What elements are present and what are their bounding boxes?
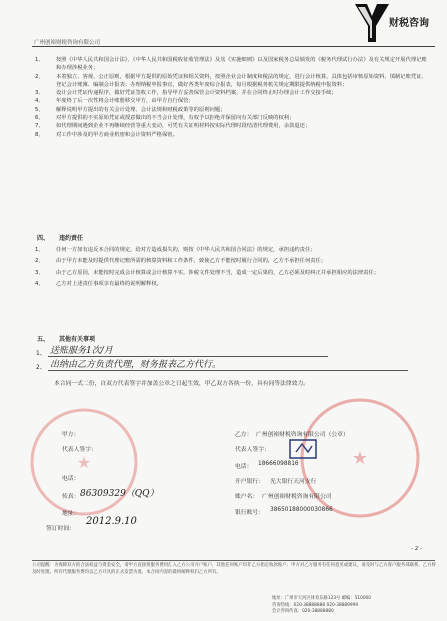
other-item-2-number: 2、	[36, 365, 46, 371]
party-b-account-name-value: 广州创裕财税咨询有限公司	[262, 494, 332, 500]
effectiveness-note: 本合同一式二份，自双方代表签字并加盖公章之日起生效，甲乙双方各执一份，具有同等法律效力。	[54, 381, 310, 387]
party-a-fax-label: 传真：	[62, 494, 80, 500]
liability-item: 2、 由于甲方未能及时提供代理记账所需的核算资料和工作条件，致使乙方不能按时履行合同的，乙方不承担任何责任；	[35, 258, 327, 265]
logo-brand-text: 财税咨询	[389, 18, 429, 29]
party-b-bank-value: 光大银行天河支行	[270, 479, 317, 485]
clause-item: 6、 对甲方提供的不实原始凭证或授意做出的不当会计处理，有权予以拒绝并保留向有关部门反映的权利；	[35, 115, 295, 122]
footer-address: 地址：广州市天河区体育东路123号 邮编：510000	[272, 596, 372, 601]
other-item-1-handwriting: 送账服务1次/月	[50, 346, 113, 356]
clause-item: 4、 年度终了后一次性将会计账册移交甲方，由甲方自行保管；	[35, 98, 194, 105]
party-a-seal-stamp	[26, 404, 142, 520]
footer-divider	[32, 560, 435, 561]
party-b-account-no-label: 银行账号：	[235, 510, 264, 516]
party-b-rep-label: 代表人签字：	[235, 447, 270, 453]
footer-contact	[272, 596, 371, 616]
page-number: - 2 -	[411, 546, 422, 552]
party-b-name: 广州创裕财税咨询有限公司（公章）	[256, 432, 349, 438]
party-a-label: 甲方：	[62, 432, 80, 438]
liability-item: 1、 任何一方如有违反本合同的规定，给对方造成损失的，则按《中华人民共和国合同法》的规定，承担违约责任；	[35, 247, 316, 253]
party-a-date-handwriting: 2012.9.10	[86, 516, 137, 527]
party-a-date-label: 签订时间：	[46, 526, 75, 532]
section-4-heading: 四、 违约责任	[37, 235, 84, 242]
obligations-list	[28, 56, 428, 139]
party-b-label: 乙方：	[235, 432, 253, 438]
section-5-heading: 五、 其他有关事项	[37, 336, 96, 343]
header-divider	[32, 46, 435, 47]
clause-item: 2、 本着独立、客观、公正原则，根据甲方提供的原始凭证和相关资料，按照企业会计制度和税法的规定，进行会计核算，具体包括审核原始资料、填制记账凭证、登记会计账簿、编制会计报表；办理纳税申报事宜，做好各类年度综合报表，每月根据税务机关规定期限提供纳税申报资料；	[35, 73, 427, 88]
party-a-fax-handwriting: 86309329（QQ）	[80, 489, 159, 499]
clause-item: 7、 如代理期间遇到企业不再继续经营等重大变动，可凭有关证明材料按实际代理时段结清代理费用，余款退还；	[35, 123, 311, 130]
party-b-phone-value: 18666098816	[258, 461, 299, 467]
footer-hotline: 咨询热线：020-38888888 020-38889999	[272, 602, 359, 608]
other-item-1-number: 1、	[36, 351, 46, 357]
footer-fax: 会计咨询传真：020-38888880	[272, 609, 334, 614]
svg-text:★: ★	[76, 453, 92, 472]
footer-notice: 公司提醒：为保障双方的合法权益与资金安全，请甲方直接将服务费用汇入乙方公司开户账户，其他任何账户均非乙方指定收款账户；甲方对乙方服务有任何意见或建议，请及时与乙方客户服务部联系，乙方将及时处理。所有代理服务费均以乙方开具的正式发票为准，本合同内容的最终解释权归乙方所有。	[32, 563, 436, 575]
party-b-account-name-label: 账户名：	[235, 494, 259, 500]
party-b-phone-label: 电话：	[235, 464, 253, 470]
party-b-account-no-value: 38650188000030866	[270, 507, 333, 513]
logo-y-emblem-icon	[353, 2, 391, 44]
header-company-name: 广州创裕财税咨询有限公司	[34, 40, 101, 46]
other-item-2-underline	[48, 370, 408, 371]
party-b-signature-stamp	[288, 438, 320, 460]
liability-item: 4、 乙方对上述责任事项享有最终的说明解释权。	[35, 280, 162, 287]
liability-list	[28, 246, 428, 288]
party-b-bank-label: 开户银行：	[235, 479, 264, 485]
clause-item: 3、 设计会计凭证传递程序，做好凭证签收工作，指导甲方妥善保管会计资料档案，并在合同终止时办理会计工作交接手续；	[35, 90, 337, 97]
party-a-address-label: 地址：	[62, 511, 80, 517]
svg-text:★: ★	[351, 448, 369, 469]
other-item-2-handwriting: 出纳由乙方负责代理，财务报表乙方代行。	[50, 360, 222, 370]
clause-item: 1、 按照《中华人民共和国会计法》、《中华人民共和国税收征收管理法》及其《实施细则》以及国家税务总局颁发的《税务代理试行办法》及有关规定开展代理记账和办理涉税业务；	[35, 57, 427, 72]
clause-item: 8、 对工作中涉及的甲方商业机密和会计资料严格保密。	[35, 131, 178, 138]
party-a-phone-label: 电话：	[62, 476, 80, 482]
liability-item: 3、 由于乙方原因，未能按时完成会计核算或会计核算不实，涉税文件处理不当，造成一定后果的，乙方必须及时纠正并承担相应的法律责任；	[35, 269, 380, 276]
party-a-rep-label: 代表人签字：	[62, 447, 97, 453]
company-logo	[353, 2, 445, 52]
clause-item: 5、 解释说明甲方提出的有关会计处理、会计法规和财税政策等的原则问题；	[35, 106, 226, 113]
